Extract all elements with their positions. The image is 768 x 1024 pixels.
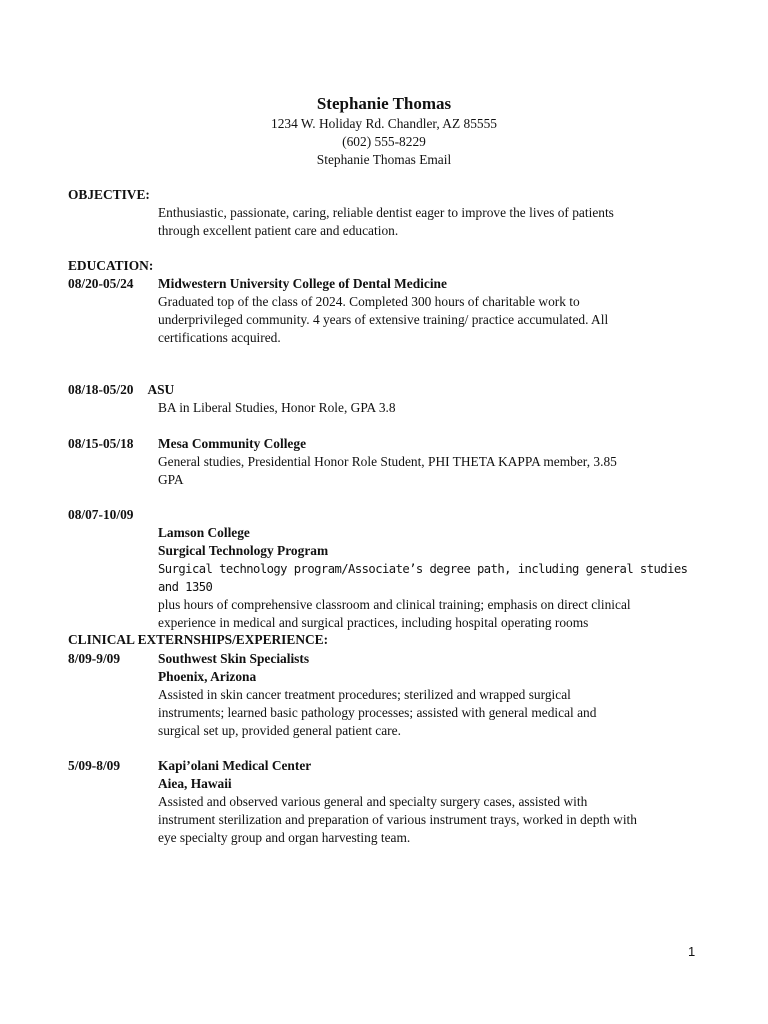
program-name: Surgical Technology Program xyxy=(158,543,329,558)
experience-dates: 5/09-8/09 xyxy=(68,758,121,773)
employer-location: Phoenix, Arizona xyxy=(158,669,257,684)
page-number: 1 xyxy=(688,944,696,959)
entry-line: BA in Liberal Studies, Honor Role, GPA 3.8 xyxy=(158,400,396,415)
phone: (602) 555-8229 xyxy=(342,134,426,149)
experience-heading: CLINICAL EXTERNSHIPS/EXPERIENCE: xyxy=(68,632,329,647)
entry-line: surgical set up, provided general patient care. xyxy=(158,723,401,738)
entry-line: instruments; learned basic pathology processes; assisted with general medical and xyxy=(158,705,597,720)
entry-line: Assisted in skin cancer treatment procedures; sterilized and wrapped surgical xyxy=(158,687,571,702)
entry-line: Assisted and observed various general and specialty surgery cases, assisted with xyxy=(158,794,588,809)
entry-line: Graduated top of the class of 2024. Completed 300 hours of charitable work to xyxy=(158,294,580,309)
education-entry xyxy=(158,399,703,417)
education-dates: 08/07-10/09 xyxy=(68,507,134,522)
education-entry xyxy=(158,435,703,489)
education-dates: 08/20-05/24 xyxy=(68,276,134,291)
objective-text xyxy=(158,204,703,240)
entry-line: certifications acquired. xyxy=(158,330,281,345)
address: 1234 W. Holiday Rd. Chandler, AZ 85555 xyxy=(271,116,497,131)
experience-entry xyxy=(158,757,703,847)
objective-line: Enthusiastic, passionate, caring, reliable dentist eager to improve the lives of patients xyxy=(158,205,614,220)
entry-line: GPA xyxy=(158,472,184,487)
email: Stephanie Thomas Email xyxy=(316,152,452,167)
employer-name: Southwest Skin Specialists xyxy=(158,651,310,666)
education-entry xyxy=(158,524,703,632)
entry-line: General studies, Presidential Honor Role Student, PHI THETA KAPPA member, 3.85 xyxy=(158,454,617,469)
employer-name: Kapi’olani Medical Center xyxy=(158,758,312,773)
education-dates xyxy=(68,381,174,399)
experience-dates: 8/09-9/09 xyxy=(68,651,121,666)
entry-line: Surgical technology program/Associate’s degree path, including general studies and 1350 xyxy=(158,562,688,594)
school-name: ASU xyxy=(147,382,175,397)
entry-line: experience in medical and surgical practices, including hospital operating rooms xyxy=(158,615,589,630)
employer-location: Aiea, Hawaii xyxy=(158,776,232,791)
school-name: Midwestern University College of Dental Medicine xyxy=(158,276,447,291)
experience-entry xyxy=(158,650,703,740)
school-name: Lamson College xyxy=(158,525,250,540)
applicant-name: Stephanie Thomas xyxy=(316,94,452,113)
entry-line: underprivileged community. 4 years of extensive training/ practice accumulated. All xyxy=(158,312,609,327)
contact-header xyxy=(0,93,768,169)
dates-text: 08/18-05/20 xyxy=(68,382,134,397)
education-dates: 08/15-05/18 xyxy=(68,436,134,451)
school-name: Mesa Community College xyxy=(158,436,307,451)
entry-line: plus hours of comprehensive classroom and clinical training; emphasis on direct clinical xyxy=(158,597,631,612)
education-entry xyxy=(158,275,703,347)
education-heading: EDUCATION: xyxy=(68,258,154,273)
objective-heading: OBJECTIVE: xyxy=(68,187,150,202)
objective-line: through excellent patient care and education. xyxy=(158,223,399,238)
entry-line: eye specialty group and organ harvesting team. xyxy=(158,830,411,845)
entry-line: instrument sterilization and preparation of various instrument trays, worked in depth with xyxy=(158,812,637,827)
